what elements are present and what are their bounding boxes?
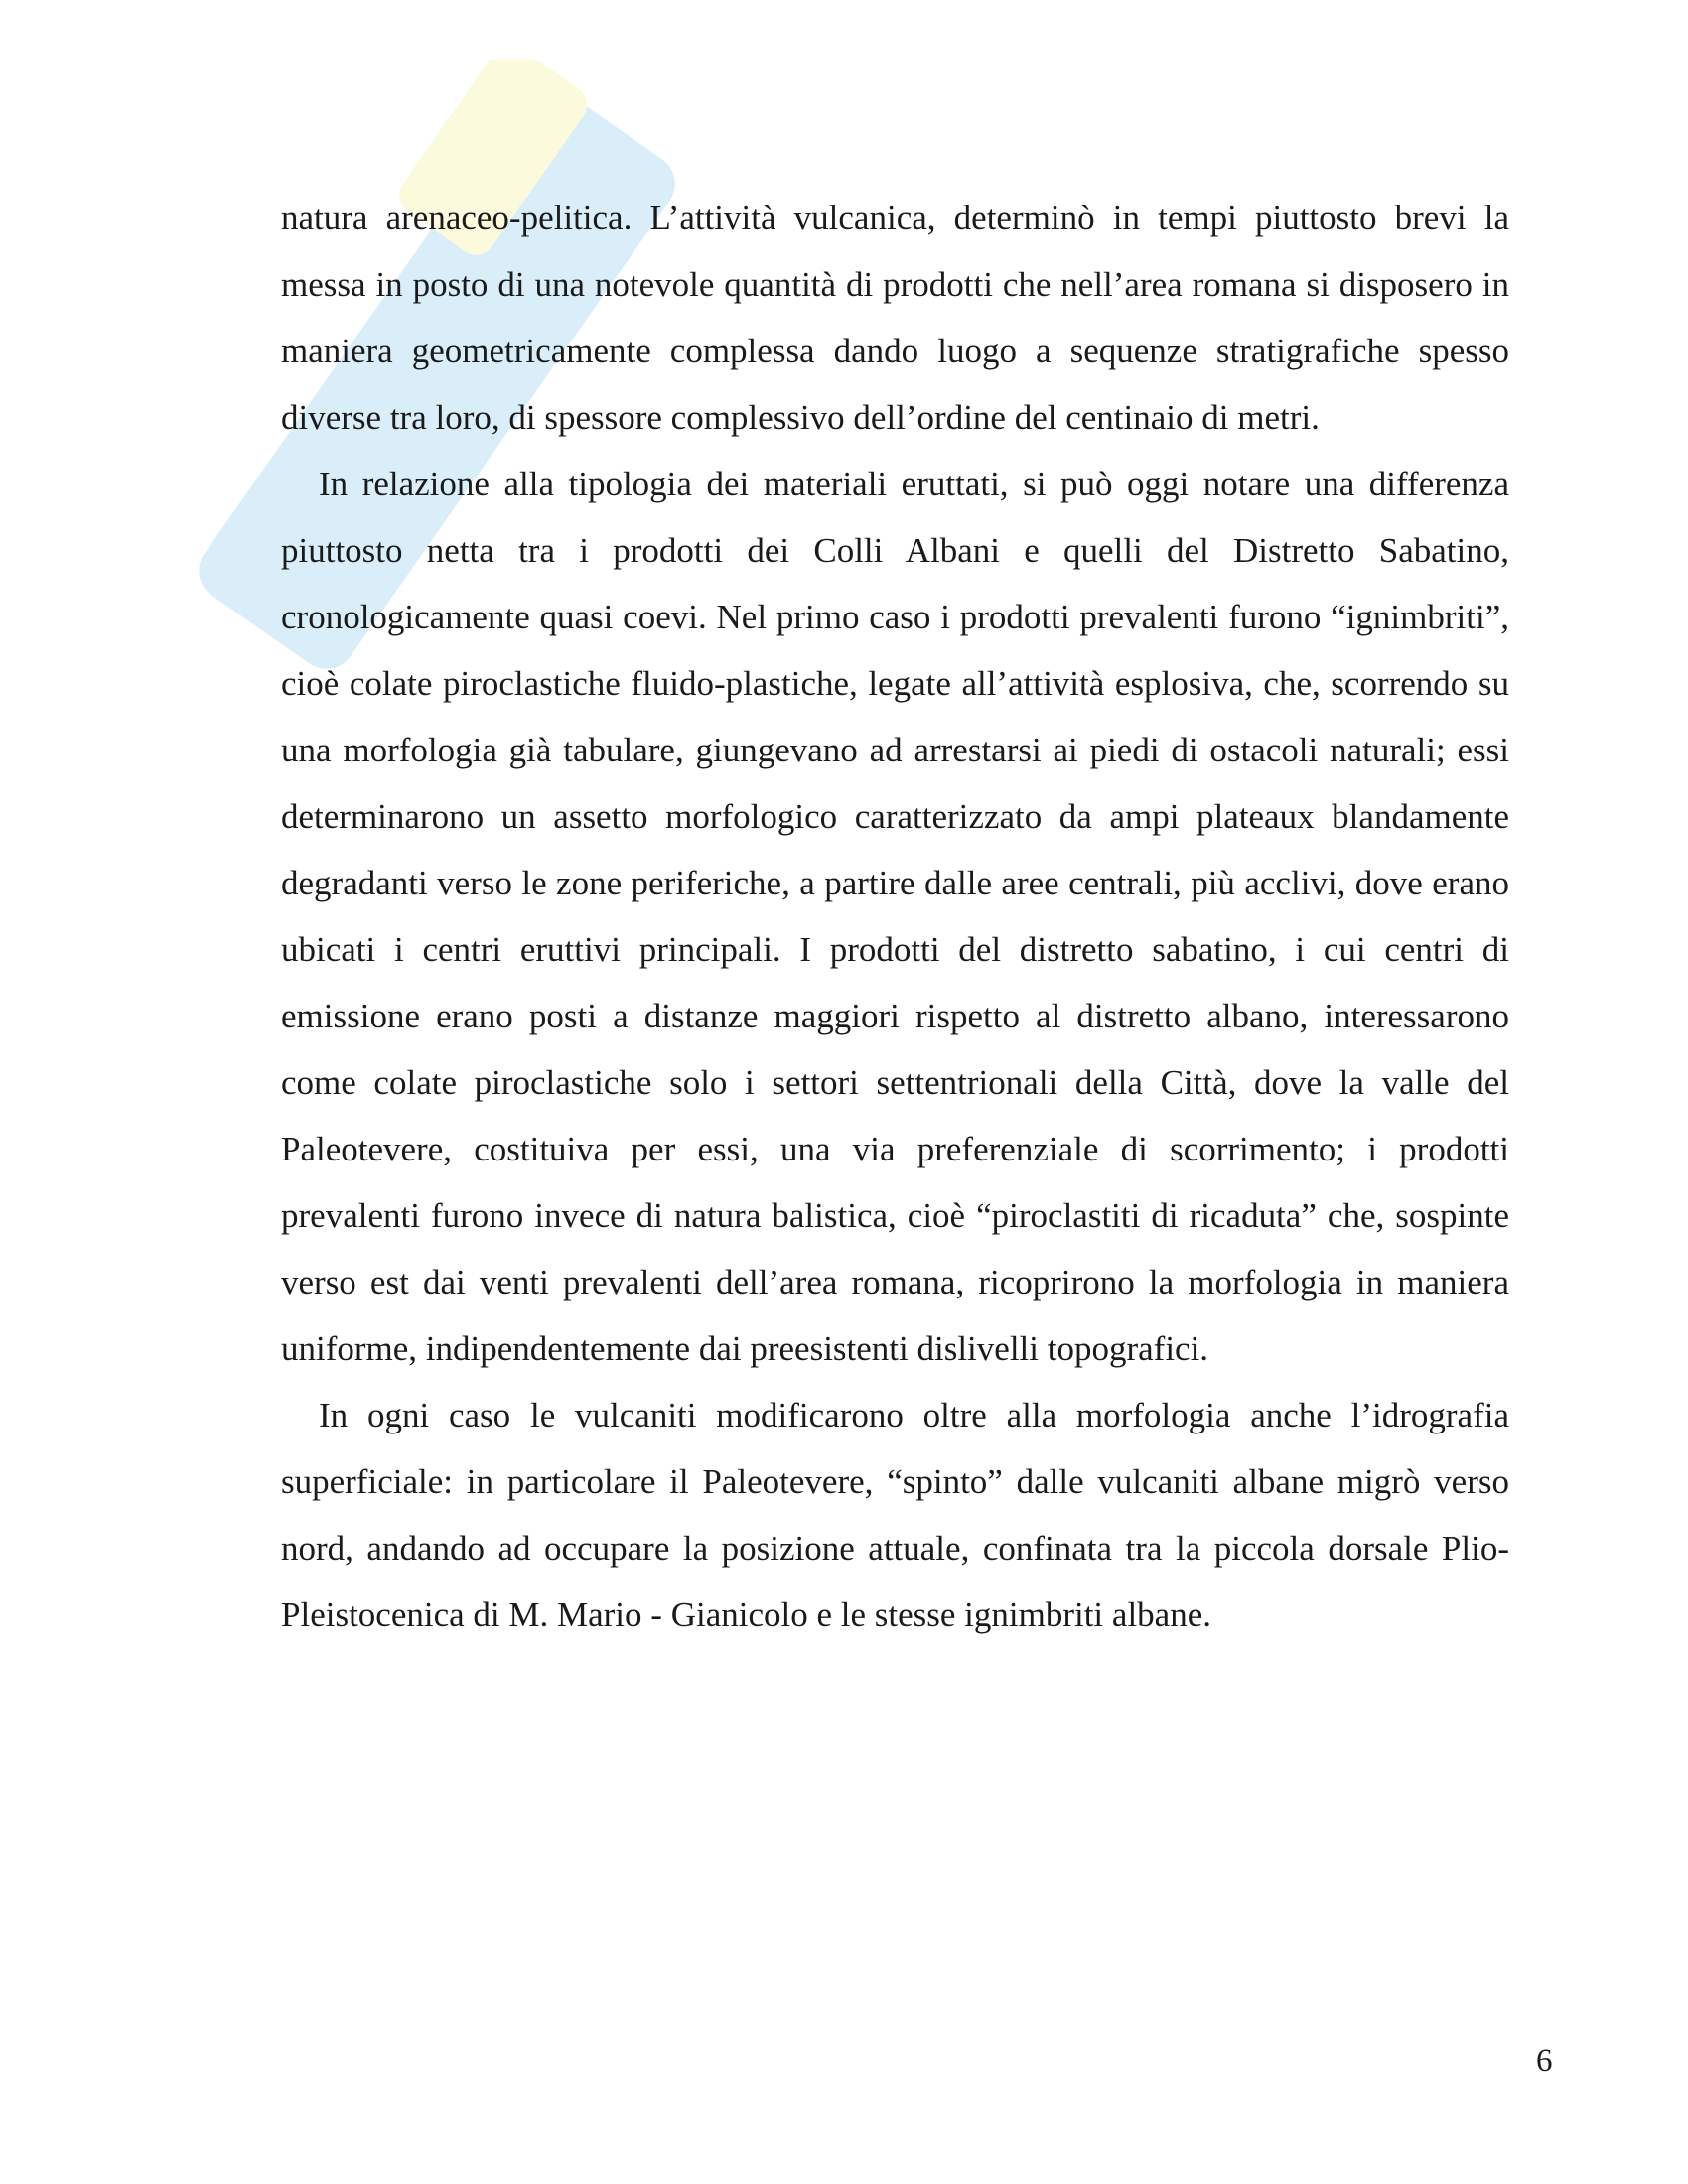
paragraph-2: In relazione alla tipologia dei materiali eruttati, si può oggi notare una differenza piuttosto netta tra i prodotti dei Colli Albani e quelli del Distretto Sabatino, cronologicamente quasi coevi. Nel primo caso i prodotti prevalenti furono “ignimbriti”, cioè colate piroclastiche fluido-plastiche, legate all’attività esplosiva, che, scorrendo su una morfologia già tabulare, giungevano ad arrestarsi ai piedi di ostacoli naturali; essi determinarono un assetto morfologico caratterizzato da ampi plateaux blandamente degradanti verso le zone periferiche, a partire dalle aree centrali, più acclivi, dove erano ubicati i centri eruttivi principali. I prodotti del distretto sabatino, i cui centri di emissione erano posti a distanze maggiori rispetto al distretto albano, interessarono come colate piroclastiche solo i settori settentrionali della Città, dove la valle del Paleotevere, costituiva per essi, una via preferenziale di scorrimento; i prodotti prevalenti furono invece di natura balistica, cioè “piroclastiti di ricaduta” che, sospinte verso est dai venti prevalenti dell’area romana, ricoprirono la morfologia in maniera uniforme, indipendentemente dai preesistenti dislivelli topografici. xyxy=(281,465,1509,1368)
main-text-block xyxy=(281,185,1509,1648)
paragraph-1: natura arenaceo-pelitica. L’attività vulcanica, determinò in tempi piuttosto brevi la messa in posto di una notevole quantità di prodotti che nell’area romana si disposero in maniera geometricamente complessa dando luogo a sequenze stratigrafiche spesso diverse tra loro, di spessore complessivo dell’ordine del centinaio di metri. xyxy=(281,199,1509,437)
paragraph-3: In ogni caso le vulcaniti modificarono oltre alla morfologia anche l’idrografia superficiale: in particolare il Paleotevere, “spinto” dalle vulcaniti albane migrò verso nord, andando ad occupare la posizione attuale, confinata tra la piccola dorsale Plio-Pleistocenica di M. Mario - Gianicolo e le stesse ignimbriti albane. xyxy=(281,1396,1509,1634)
page-number: 6 xyxy=(1536,2043,1553,2079)
